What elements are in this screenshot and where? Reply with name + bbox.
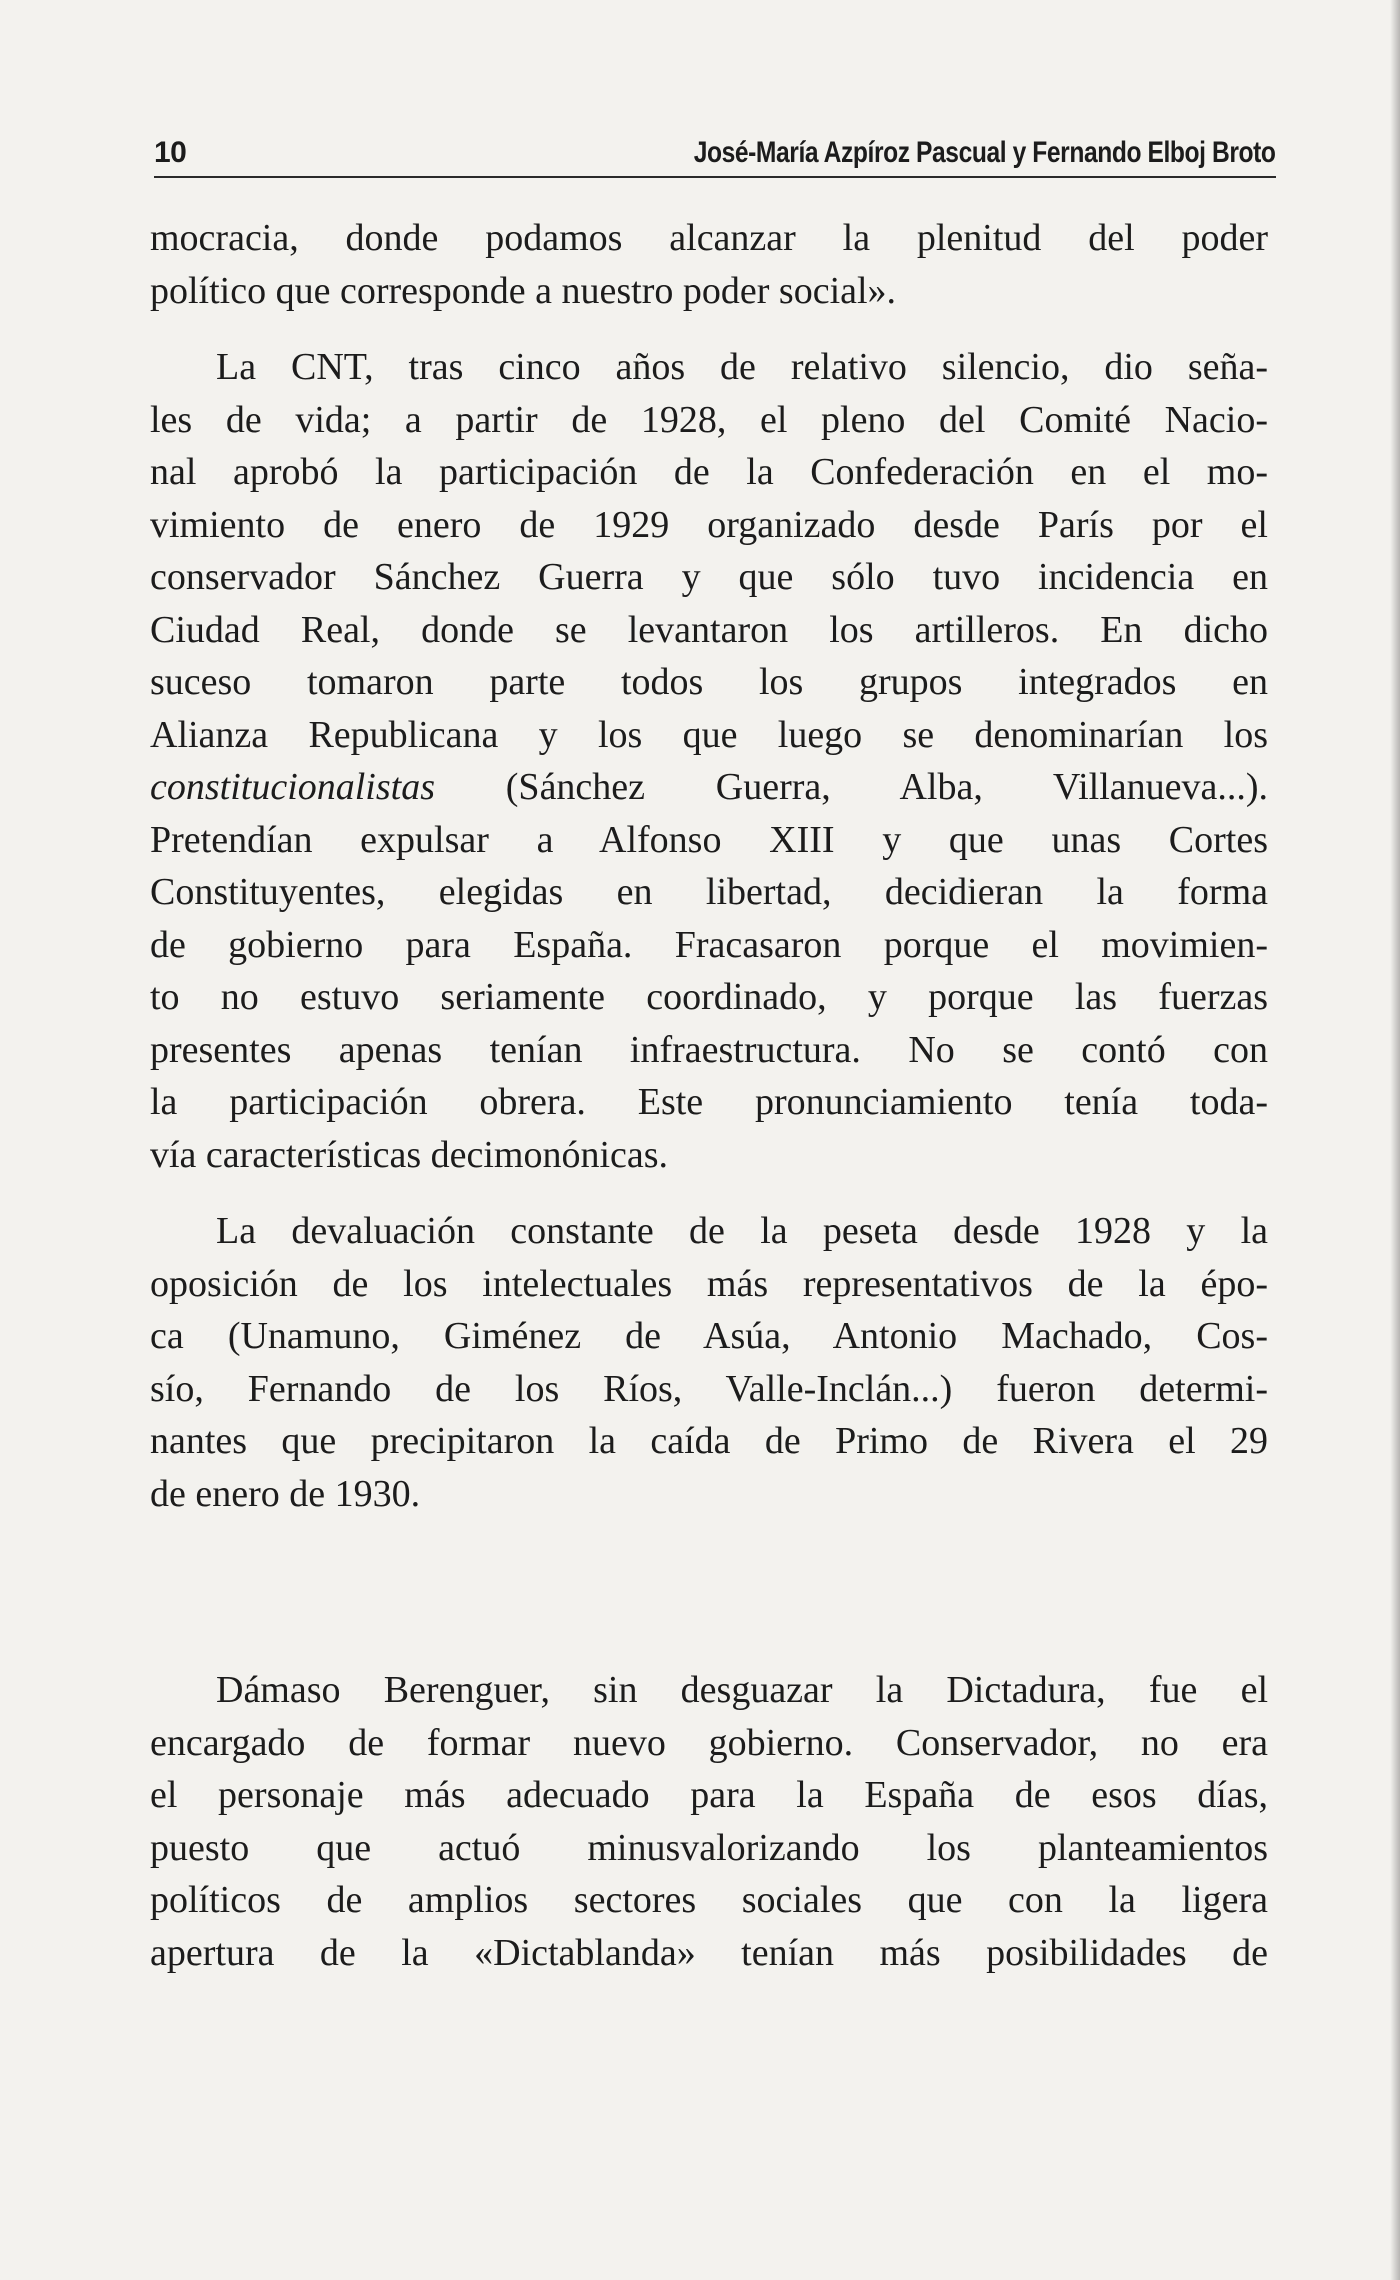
text-line: oposición de los intelectuales más representativos de la épo- bbox=[150, 1262, 1268, 1305]
text-line: de gobierno para España. Fracasaron porque el movimien- bbox=[150, 923, 1268, 966]
text-line: La CNT, tras cinco años de relativo silencio, dio seña- bbox=[216, 346, 1268, 388]
text-line: políticos de amplios sectores sociales que con la ligera bbox=[150, 1879, 1268, 1921]
page-number: 10 bbox=[154, 136, 187, 169]
text-line: vimiento de enero de 1929 organizado desde París por el bbox=[150, 503, 1268, 546]
text-line: nantes que precipitaron la caída de Primo de Rivera el 29 bbox=[150, 1420, 1268, 1462]
text-line: to no estuvo seriamente coordinado, y porque las fuerzas bbox=[150, 976, 1268, 1018]
text-line: encargado de formar nuevo gobierno. Conservador, no era bbox=[150, 1721, 1268, 1764]
running-head: José-María Azpíroz Pascual y Fernando Elboj Broto bbox=[694, 136, 1276, 169]
page-header bbox=[154, 128, 1276, 178]
text-line: apertura de la «Dictablanda» tenían más posibilidades de bbox=[150, 1931, 1268, 1974]
text-line: Constituyentes, elegidas en libertad, decidieran la forma bbox=[150, 871, 1268, 913]
text-line: mocracia, donde podamos alcanzar la plenitud del poder bbox=[150, 217, 1268, 259]
text-line: les de vida; a partir de 1928, el pleno del Comité Nacio- bbox=[150, 398, 1268, 441]
text-line bbox=[150, 761, 1268, 814]
text-line: Alianza Republicana y los que luego se denominarían los bbox=[150, 713, 1268, 756]
italic-term: constitucionalistas bbox=[150, 766, 435, 808]
page-edge-shadow bbox=[1390, 0, 1400, 2280]
text-line: nal aprobó la participación de la Confederación en el mo- bbox=[150, 451, 1268, 493]
text-line: sío, Fernando de los Ríos, Valle-Inclán...) fueron determi- bbox=[150, 1367, 1268, 1410]
text-line: de enero de 1930. bbox=[150, 1472, 421, 1515]
text-line: vía características decimonónicas. bbox=[150, 1133, 669, 1176]
text-line: La devaluación constante de la peseta desde 1928 y la bbox=[216, 1210, 1268, 1252]
text-line: político que corresponde a nuestro poder social». bbox=[150, 269, 897, 312]
text-line: el personaje más adecuado para la España de esos días, bbox=[150, 1774, 1268, 1816]
text-line: la participación obrera. Este pronunciamiento tenía toda- bbox=[150, 1081, 1268, 1123]
text-line: conservador Sánchez Guerra y que sólo tuvo incidencia en bbox=[150, 556, 1268, 598]
text-line: suceso tomaron parte todos los grupos integrados en bbox=[150, 661, 1268, 703]
text-line-rest: (Sánchez Guerra, Alba, Villanueva...). bbox=[505, 766, 1268, 808]
body-text bbox=[150, 212, 1268, 1979]
text-line: ca (Unamuno, Giménez de Asúa, Antonio Machado, Cos- bbox=[150, 1315, 1268, 1357]
text-line: Pretendían expulsar a Alfonso XIII y que unas Cortes bbox=[150, 818, 1268, 861]
text-line: puesto que actuó minusvalorizando los planteamientos bbox=[150, 1826, 1268, 1869]
text-line: Ciudad Real, donde se levantaron los artilleros. En dicho bbox=[150, 608, 1268, 651]
text-line: presentes apenas tenían infraestructura. No se contó con bbox=[150, 1028, 1268, 1071]
text-line: Dámaso Berenguer, sin desguazar la Dictadura, fue el bbox=[216, 1669, 1268, 1711]
